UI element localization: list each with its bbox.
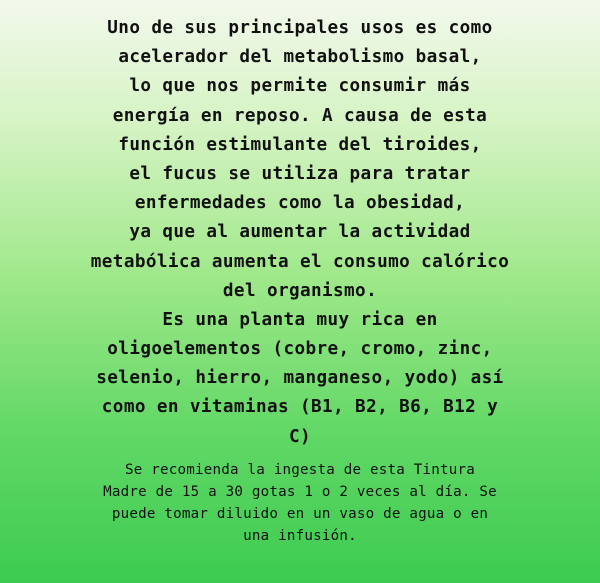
main-paragraph-line: metabólica aumenta el consumo calórico [90,251,510,272]
main-paragraph-line: Uno de sus principales usos es como [107,18,493,38]
main-paragraph-line: función estimulante del tiroides, [118,134,482,155]
main-paragraph-line: acelerador del metabolismo basal, [118,47,482,68]
main-paragraph-line: oligoelementos (cobre, cromo, zinc, [107,339,493,360]
main-paragraph-line: energía en reposo. A causa de esta [112,105,488,126]
main-paragraph-line: Es una planta muy rica en [162,309,438,330]
main-paragraph-line: del organismo. [222,280,378,301]
dosage-note-line: una infusión. [243,528,357,544]
main-paragraph-line: selenio, hierro, manganeso, yodo) así [96,368,504,389]
main-paragraph [0,14,600,452]
dosage-note-line: Madre de 15 a 30 gotas 1 o 2 veces al día. Se [103,484,497,500]
dosage-note-line: puede tomar diluido en un vaso de agua o en [111,506,489,522]
main-paragraph-line: lo que nos permite consumir más [129,76,471,97]
main-paragraph-line: enfermedades como la obesidad, [134,193,466,214]
dosage-note-line: Se recomienda la ingesta de esta Tintura [124,462,476,478]
main-paragraph-line: el fucus se utiliza para tratar [129,163,471,184]
main-paragraph-line: ya que al aumentar la actividad [129,222,471,243]
dosage-note [0,459,600,547]
main-paragraph-line: C) [288,426,312,447]
main-paragraph-line: como en vitaminas (B1, B2, B6, B12 y [101,397,499,418]
